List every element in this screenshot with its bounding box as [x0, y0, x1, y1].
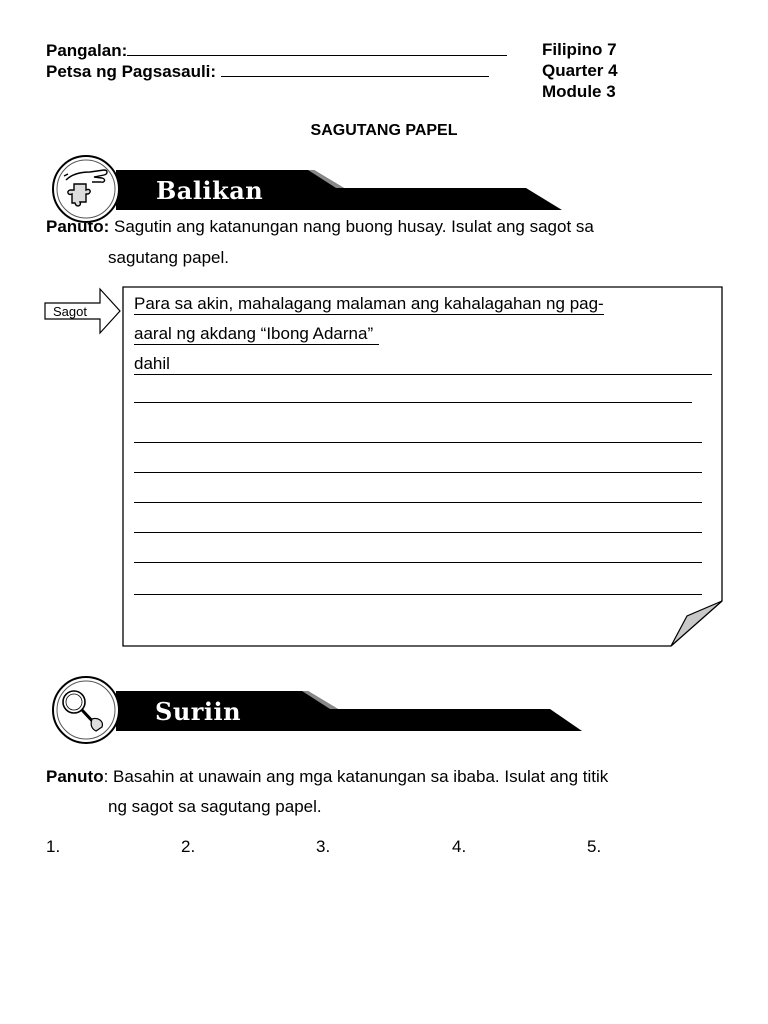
answer-number-5: 5.	[587, 837, 602, 856]
balikan-banner	[46, 154, 596, 224]
suriin-instruction	[46, 767, 722, 787]
module-label: Module 3	[542, 82, 616, 101]
answer-number-2: 2.	[181, 837, 196, 856]
suriin-instruction-label: Panuto	[46, 767, 104, 786]
answer-line[interactable]	[134, 442, 702, 443]
balikan-title: Balikan	[156, 176, 264, 205]
date-blank[interactable]	[221, 61, 489, 77]
answer-number-4: 4.	[452, 837, 467, 856]
answer-line[interactable]	[134, 562, 702, 563]
answer-line[interactable]	[134, 502, 702, 503]
suriin-instruction-text: : Basahin at unawain ang mga katanungan sa ibaba. Isulat ang titik	[103, 767, 609, 786]
date-label: Petsa ng Pagsasauli:	[46, 62, 217, 81]
subject-label: Filipino 7	[542, 40, 617, 59]
name-label: Pangalan:	[46, 41, 128, 60]
answer-line[interactable]	[134, 532, 702, 533]
prompt-line-1: Para sa akin, mahalagang malaman ang kahalagahan ng pag-	[134, 294, 604, 313]
quarter-label: Quarter 4	[542, 61, 618, 80]
suriin-banner	[46, 675, 596, 745]
name-field	[46, 40, 507, 61]
prompt-dahil: dahil	[134, 354, 170, 373]
name-blank[interactable]	[127, 40, 507, 56]
prompt-line-2: aaral ng akdang “Ibong Adarna”	[134, 324, 379, 345]
answer-number-3: 3.	[316, 837, 331, 856]
answer-line[interactable]	[134, 472, 702, 473]
answer-line[interactable]	[134, 402, 692, 403]
suriin-title: Suriin	[155, 697, 242, 726]
balikan-instruction	[46, 217, 722, 237]
balikan-instruction-label: Panuto:	[46, 217, 110, 236]
prompt-line-3	[134, 354, 712, 375]
answer-number-1: 1.	[46, 837, 61, 856]
suriin-instruction-cont: ng sagot sa sagutang papel.	[108, 797, 322, 816]
balikan-instruction-text: Sagutin ang katanungan nang buong husay. Isulat ang sagot sa	[114, 217, 594, 236]
sagot-label: Sagot	[53, 304, 87, 319]
balikan-instruction-cont: sagutang papel.	[108, 248, 229, 267]
answer-line[interactable]	[134, 594, 702, 595]
page-title: SAGUTANG PAPEL	[310, 122, 458, 139]
date-field	[46, 61, 489, 82]
